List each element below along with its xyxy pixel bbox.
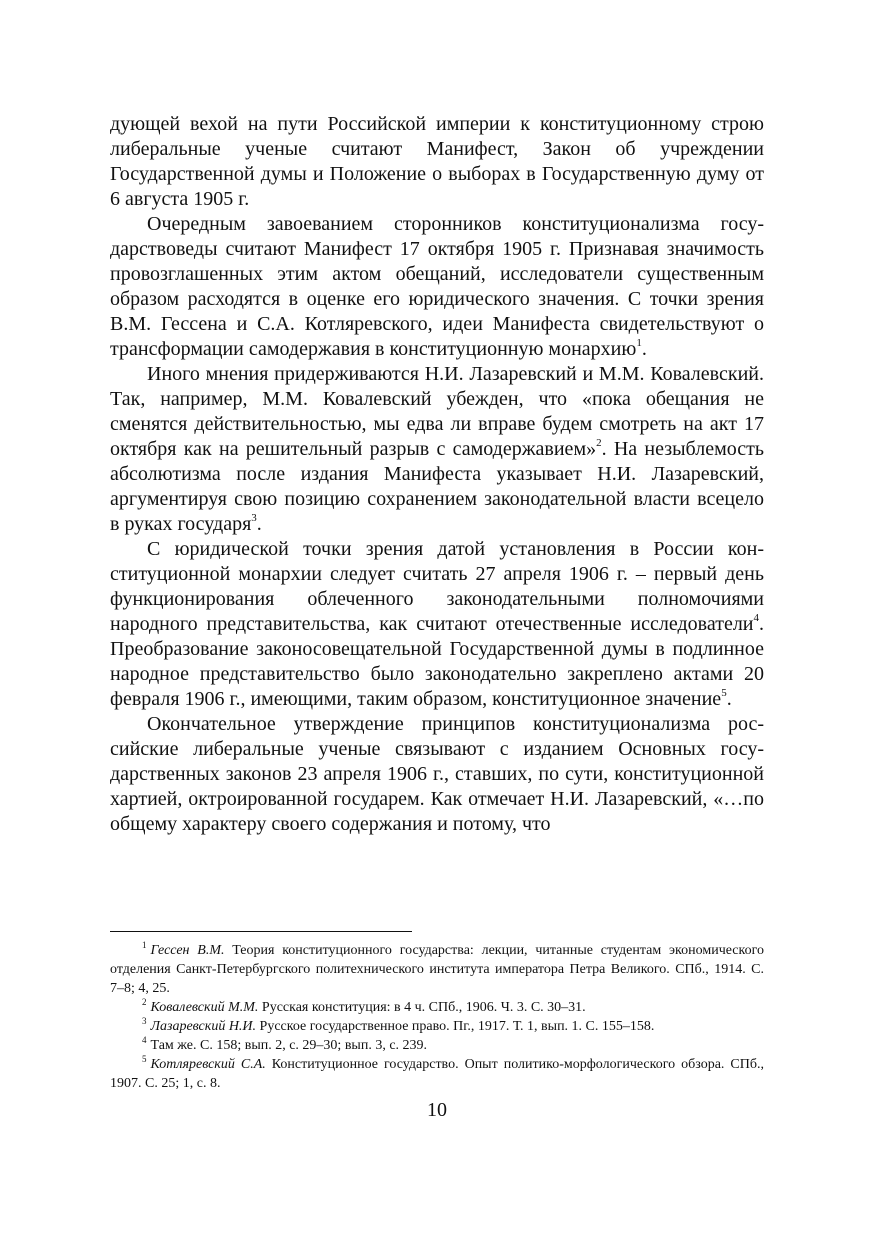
footnote-text-4: Там же. С. 158; вып. 2, с. 29–30; вып. 3, с. 239. [150,1038,428,1053]
footnote-text-1: Теория конституционного государства: лекции, читанные студентам экономического отделения Санкт-Петербургского политехнического института императора Петра Великого. СПб., 1914. С. 7–8; 4, 25. [110,943,764,996]
paragraph-1 [110,112,764,212]
paragraph-2 [110,212,764,362]
page-body [110,112,764,837]
footnote-number-5: 5 [142,1054,147,1064]
footnote-ref-2[interactable]: 2 [596,437,602,449]
footnote-2 [110,998,764,1017]
paragraph-4 [110,537,764,712]
footnote-author-1: Гессен В.М. [150,943,225,958]
footnote-ref-1[interactable]: 1 [636,337,642,349]
paragraph-3-end: . [256,513,262,535]
footnote-divider [110,931,412,932]
footnote-author-3: Лазаревский Н.И. [150,1019,257,1034]
footnote-4 [110,1036,764,1055]
footnote-ref-4[interactable]: 4 [753,612,759,624]
footnote-text-5: Конституционное государство. Опыт политико-морфологического обзора. СПб., 1907. С. 25; 1, с. 8. [110,1057,764,1091]
paragraph-4-end: . [726,688,732,710]
footnote-text-2: Русская конституция: в 4 ч. СПб., 1906. Ч. 3. С. 30–31. [258,1000,586,1015]
footnote-text-3: Русское государственное право. Пг., 1917. Т. 1, вып. 1. С. 155–158. [256,1019,655,1034]
footnote-author-2: Ковалевский М.М. [150,1000,259,1015]
paragraph-4-text-a: С юридической точки зрения датой установления в России конституционной монархии следует считать 27 апреля 1906 г. – первый день функционирования облеченного законодательными полномочиями народного представительства, как считают отечественные исследователи [110,538,764,635]
paragraph-3-text-b: . На незыблемость абсолютизма после издания Манифеста указывает Н.И. Лазаревский, аргументируя свою позицию сохранением законодательной власти всецело в руках государя [110,438,764,535]
footnote-1 [110,941,764,998]
paragraph-2-end: . [641,338,647,360]
footnote-5 [110,1055,764,1093]
page-number: 10 [427,1099,447,1121]
footnotes [110,941,764,1093]
paragraph-5 [110,712,764,837]
paragraph-3-text-a: Иного мнения придерживаются Н.И. Лазаревский и М.М. Ковалевский. Так, например, М.М. Ковалевский убежден, что «пока обещания не сменятся действительностью, мы едва ли вправе будем смотреть на акт 17 октября как на решительный разрыв с самодержавием» [110,363,764,460]
footnote-number-2: 2 [142,997,147,1007]
footnote-ref-3[interactable]: 3 [251,512,257,524]
paragraph-4-text-b: . Преобразование законосовещательной Государственной думы в подлинное народное представительство было законодательно закреплено актами 20 февраля 1906 г., имеющими, таким образом, конституционное значение [110,613,764,710]
footnote-ref-5[interactable]: 5 [721,687,727,699]
footnote-3 [110,1017,764,1036]
paragraph-5-text: Окончательное утверждение принципов конституционализма российские либеральные ученые связывают с изданием Основных государственных законов 23 апреля 1906 г., ставших, по сути, конституционной хартией, октроированной государем. Как отмечает Н.И. Лазаревский, «…по общему характеру своего содержания и потому, что [110,713,764,835]
main-text [110,112,764,837]
footnote-number-3: 3 [142,1016,147,1026]
paragraph-1-text: дующей вехой на пути Российской империи к конституционному строю либеральные ученые считают Манифест, Закон об учреждении Государственной думы и Положение о выборах в Государственную думу от 6 августа 1905 г. [110,113,764,210]
footnote-number-4: 4 [142,1035,147,1045]
paragraph-2-text: Очередным завоеванием сторонников конституционализма государствоведы считают Манифест 17 октября 1905 г. Признавая значимость провозглашенных этим актом обещаний, исследователи существенным образом расходятся в оценке его юридического значения. С точки зрения В.М. Гессена и С.А. Котляревского, идеи Манифеста свидетельствуют о трансформации самодержавия в конституционную монархию [110,213,764,360]
footnote-author-5: Котляревский С.А. [150,1057,266,1072]
footnote-number-1: 1 [142,940,147,950]
paragraph-3 [110,362,764,537]
